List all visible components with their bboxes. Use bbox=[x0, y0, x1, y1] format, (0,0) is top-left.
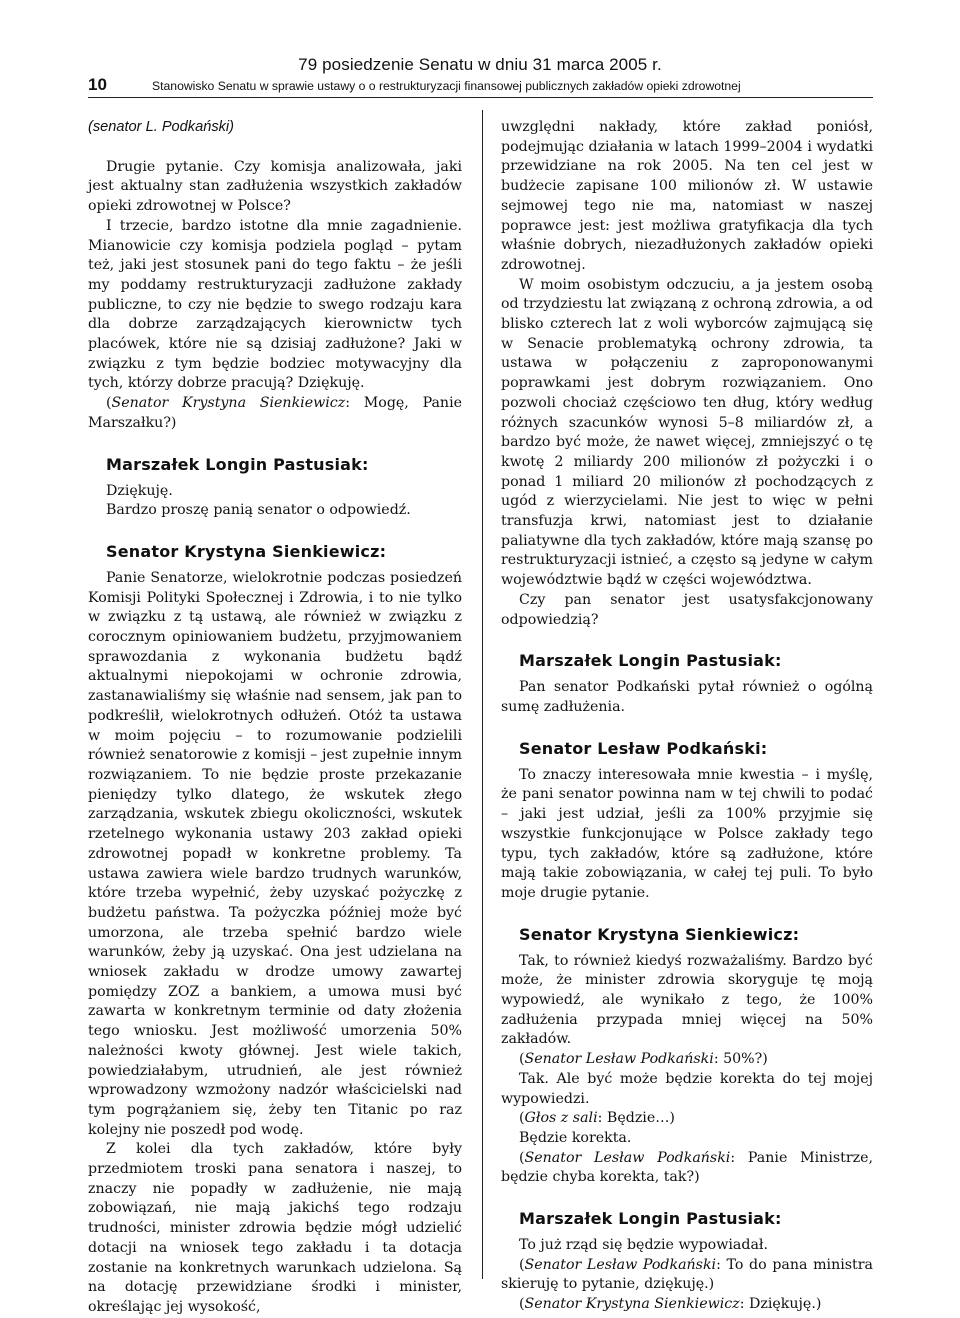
interjection-text: : Będzie…) bbox=[597, 1110, 675, 1127]
interjection: (Senator Krystyna Sienkiewicz: Mogę, Panie Marszałku?) bbox=[88, 395, 463, 431]
paragraph: I trzecie, bardzo istotne dla mnie zagadnienie. Mianowicie czy komisja podziela pogląd – pytam też, jaki jest stosunek pani do tego faktu – że jeśli my poddamy restrukturyzacji zadłużone zakłady publiczne, to czy nie będzie to swego rodzaju kara dla dobrze zarządzających kierownictw tych placówek, które nie są dzisiaj zadłużone? Jaki w związku z tym będzie bodziec motywacyjny dla tych, którzy dobrze pracują? Dziękuję. bbox=[88, 217, 462, 392]
paragraph: Bardzo proszę panią senator o odpowiedź. bbox=[106, 502, 411, 519]
paragraph: W moim osobistym odczuciu, a ja jestem osobą od trzydziestu lat związaną z ochroną zdrowia, a od blisko czterech lat z woli wyborców zajmującą się w Senacie problematyką ochrony zdrowia, ta ustawa w połączeniu z zaproponowanymi poprawkami jest dobrym rozwiązaniem. Ono pozwoli chociaż częściowo ten dług, który według różnych szacunków wynosi 5–8 miliardów zł, a bardzo być może, że nawet więcej, zmniejszyć o tę kwotę 2 miliardy 200 milionów zł pożyczki i o ponad 1 miliard 20 milionów zł pochodzących z ugód z wierzycielami. Nie jest to więc w pełni transfuzja krwi, natomiast jest to działanie paliatywne dla tych zakładów, które mają szansę po restrukturyzacji istnieć, a często są jedyne w całym województwie bądź w części województwa. bbox=[501, 276, 873, 589]
interjection: (Senator Lesław Podkański: To do pana ministra skieruję to pytanie, dziękuję.) bbox=[501, 1256, 873, 1293]
paragraph: Tak. Ale być może będzie korekta do tej mojej wypowiedzi. bbox=[501, 1070, 873, 1107]
interjection: (Senator Lesław Podkański: Panie Ministrze, będzie chyba korekta, tak?) bbox=[501, 1149, 873, 1186]
paragraph: Pan senator Podkański pytał również o ogólną sumę zadłużenia. bbox=[501, 679, 873, 715]
session-title: 79 posiedzenie Senatu w dniu 31 marca 2005 r. bbox=[298, 55, 662, 74]
paragraph: Z kolei dla tych zakładów, które były przedmiotem troski pana senatora i naszej, to znaczy nie popadły w zadłużenie, nie mają zobowiązań, nie mają jakichś tego rodzaju trudności, minister zdrowia będzie mógł udzielić dotacji na wniosek tego zakładu i ta dotacja zostanie na konkretnych warunkach udzielona. Są na dotację przewidziane środki i minister, określając jej wysokość, bbox=[88, 1141, 462, 1315]
interjection: (Głos z sali: Będzie…) bbox=[519, 1110, 675, 1127]
speaker-continuation-note: (senator L. Podkański) bbox=[88, 119, 235, 135]
column-divider bbox=[482, 110, 483, 1279]
interjection-text: : To do pana ministra skieruję to pytanie, dziękuję.) bbox=[501, 1256, 873, 1293]
interjection: (Senator Krystyna Sienkiewicz: Dziękuję.) bbox=[519, 1296, 822, 1313]
paragraph: Tak, to również kiedyś rozważaliśmy. Bardzo być może, że minister zdrowia skoryguje tę moją wypowiedź, ale wynikało z tego, że 100% zadłużenia przypada mniej więcej na 50% zakładów. bbox=[501, 952, 873, 1048]
page-number: 10 bbox=[88, 75, 107, 94]
interjection-text: : Panie Ministrze, będzie chyba korekta, tak?) bbox=[501, 1149, 873, 1186]
header-rule bbox=[88, 97, 873, 98]
interjection-speaker: Senator Lesław Podkański bbox=[524, 1051, 714, 1068]
paragraph: Czy pan senator jest usatysfakcjonowany odpowiedzią? bbox=[501, 591, 873, 628]
right-column bbox=[501, 118, 873, 1315]
interjection-text: : 50%?) bbox=[713, 1051, 768, 1068]
interjection-speaker: Senator Lesław Podkański bbox=[524, 1256, 717, 1273]
running-header: Stanowisko Senatu w sprawie ustawy o o restrukturyzacji finansowej publicznych zakładów opieki zdrowotnej bbox=[152, 79, 741, 93]
left-column bbox=[88, 118, 462, 1318]
speaker-heading: Senator Krystyna Sienkiewicz: bbox=[519, 924, 800, 944]
interjection-text: : Mogę, Panie Marszałku?) bbox=[88, 395, 463, 431]
speaker-heading: Marszałek Longin Pastusiak: bbox=[519, 651, 782, 671]
interjection: (Senator Lesław Podkański: 50%?) bbox=[519, 1051, 768, 1068]
speaker-heading: Senator Krystyna Sienkiewicz: bbox=[106, 541, 387, 561]
paragraph: Dziękuję. bbox=[106, 482, 173, 499]
paragraph: uwzględni nakłady, które zakład poniósł, podejmując działania w latach 1999–2004 i wydatki przewidziane na rok 2005. Na ten cel jest w budżecie zapisane 100 milionów zł. W ustawie sejmowej tego nie ma, natomiast w naszej poprawce jest: jest możliwa gratyfikacja dla tych właśnie dobrych, niezadłużonych zakładów opieki zdrowotnej. bbox=[501, 119, 873, 273]
interjection-speaker: Senator Krystyna Sienkiewicz bbox=[524, 1296, 740, 1313]
speaker-heading: Marszałek Longin Pastusiak: bbox=[106, 454, 369, 474]
paragraph: Drugie pytanie. Czy komisja analizowała, jaki jest aktualny stan zadłużenia wszystkich zakładów opieki zdrowotnej w Polsce? bbox=[88, 158, 462, 215]
paragraph: To już rząd się będzie wypowiadał. bbox=[519, 1237, 769, 1254]
speaker-heading: Senator Lesław Podkański: bbox=[519, 738, 768, 758]
interjection-text: : Dziękuję.) bbox=[739, 1296, 822, 1313]
paragraph: To znaczy interesowała mnie kwestia – i myślę, że pani senator powinna nam w tej chwili to podać – jaki jest udział, jeśli za 100% przyjmie się wszystkie funkcjonujące w Polsce zakłady tego typu, tych zakładów, które są zadłużone, które mają takie zobowiązania, w całej tej puli. To było moje drugie pytanie. bbox=[501, 766, 873, 901]
interjection-speaker: Senator Krystyna Sienkiewicz bbox=[111, 395, 346, 412]
interjection-speaker: Senator Lesław Podkański bbox=[524, 1149, 731, 1166]
speaker-heading: Marszałek Longin Pastusiak: bbox=[519, 1209, 782, 1229]
paragraph: Będzie korekta. bbox=[519, 1129, 632, 1146]
spacer bbox=[88, 138, 462, 158]
interjection-speaker: Głos z sali bbox=[524, 1110, 598, 1127]
paragraph: Panie Senatorze, wielokrotnie podczas posiedzeń Komisji Polityki Społecznej i Zdrowia, i to nie tylko w związku z tą ustawą, ale również w związku z corocznym opiniowaniem budżetu, przyjmowaniem sprawozdania z wykonania budżetu bądź aktualnymi niepokojami w ochronie zdrowia, zastanawialiśmy się właśnie nad sensem, jak pan to podkreślił, wielokrotnych odłużeń. Otóż ta ustawa w moim pojęciu – to rozumowanie podzielili również senatorowie z komisji – jest zupełnie innym rozwiązaniem. To nie będzie proste przekazanie pieniędzy tylko dlatego, że wskutek złego zarządzania, wskutek zbiegu okoliczności, wskutek rzetelnego wykonania ustawy 203 zakład opieki zdrowotnej popadł w konkretne problemy. Ta ustawa zawiera wiele bardzo trudnych warunków, które trzeba wypełnić, żeby uzyskać pożyczkę z budżetu państwa. Ta pożyczka później może być umorzona, ale trzeba spełnić bardzo wiele warunków, żeby ją uzyskać. Ona jest udzielana na wniosek zakładu w drodze umowy zawartej pomiędzy ZOZ a bankiem, a umowa musi być zawarta w konkretnym terminie od daty złożenia tego wniosku. Jest możliwość umorzenia 50% należności kwoty głównej. Jest wiele takich, powiedziałabym, utrudnień, ale jest również wprowadzony wzmożony nadzór właścicielski nad tym pogrążaniem się, żeby ten Titanic po raz kolejny nie poszedł pod wodę. bbox=[88, 569, 462, 1138]
